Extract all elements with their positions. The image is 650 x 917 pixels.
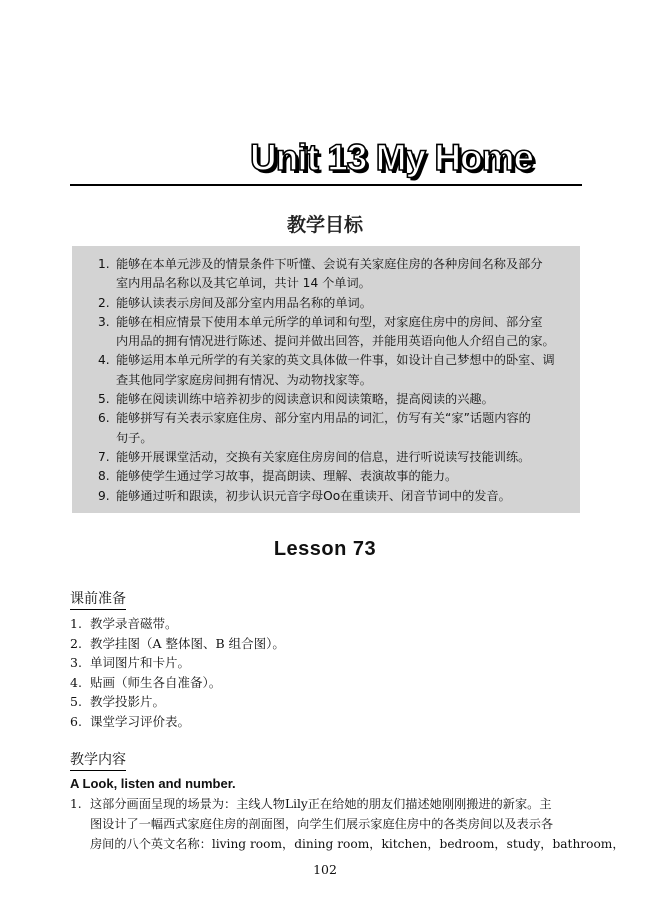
prep-text: 单词图片和卡片。 <box>90 655 191 670</box>
goal-line: 能够开展课堂活动，交换有关家庭住房房间的信息，进行听说读写技能训练。 <box>116 449 531 464</box>
goal-number: 1. <box>98 257 110 271</box>
prep-item <box>70 634 570 654</box>
prep-item <box>70 692 570 712</box>
title-rule <box>70 184 582 186</box>
goal-item <box>92 448 574 467</box>
goal-number: 9. <box>98 488 110 503</box>
content-heading: 教学内容 <box>70 752 126 771</box>
prep-number: 1. <box>70 616 82 631</box>
goal-number: 5. <box>98 392 110 407</box>
goal-line: 室内用品名称以及其它单词，共计 14 个单词。 <box>116 276 371 291</box>
goal-number: 3. <box>98 314 110 329</box>
prep-number: 5. <box>70 694 82 709</box>
prep-number: 2. <box>70 635 82 651</box>
unit-title: Unit 13 My Home <box>250 137 534 178</box>
prep-number: 3. <box>70 655 82 670</box>
goal-line: 能够认读表示房间及部分室内用品名称的单词。 <box>116 295 372 310</box>
goal-number: 6. <box>98 411 110 426</box>
goal-line: 查其他同学家庭房间拥有情况、为动物找家等。 <box>116 372 372 387</box>
prep-text: 课堂学习评价表。 <box>90 713 191 729</box>
goal-number: 7. <box>98 449 110 464</box>
section-a-heading: A Look, listen and number. <box>70 776 236 791</box>
goal-line: 能够使学生通过学习故事，提高朗读、理解、表演故事的能力。 <box>116 469 458 484</box>
prep-text: 教学挂图（A 整体图、B 组合图）。 <box>90 635 285 651</box>
goal-item <box>92 351 574 390</box>
paragraph-number: 1. <box>70 797 82 811</box>
goal-item <box>92 313 574 352</box>
paragraph-line: 图设计了一幅西式家庭住房的剖面图，向学生们展示家庭住房中的各类房间以及表示各 <box>90 817 554 831</box>
goal-item <box>92 467 574 486</box>
prep-item <box>70 712 570 732</box>
goal-line: 能够在相应情景下使用本单元所学的单词和句型，对家庭住房中的房间、部分室 <box>116 314 543 329</box>
goal-line: 能够在本单元涉及的情景条件下听懂、会说有关家庭住房的各种房间名称及部分 <box>116 257 543 271</box>
prep-list <box>70 614 570 731</box>
goal-number: 4. <box>98 353 110 368</box>
goal-line: 句子。 <box>116 430 153 445</box>
goal-number: 8. <box>98 469 110 484</box>
paragraph-line: 这部分画面呈现的场景为：主线人物Lily正在给她的朋友们描述她刚刚搬进的新家。主 <box>90 797 552 811</box>
goal-line: 能够拼写有关表示家庭住房、部分室内用品的词汇，仿写有关“家”话题内容的 <box>116 411 531 426</box>
goal-number: 2. <box>98 295 110 310</box>
goal-line: 能够在阅读训练中培养初步的阅读意识和阅读策略，提高阅读的兴趣。 <box>116 392 494 407</box>
prep-heading: 课前准备 <box>70 591 126 610</box>
prep-text: 教学录音磁带。 <box>90 616 178 631</box>
page-number: 102 <box>313 862 337 877</box>
goal-line: 能够运用本单元所学的有关家的英文具体做一件事，如设计自己梦想中的卧室、调 <box>116 353 555 368</box>
goal-item <box>92 409 574 448</box>
lesson-title: Lesson 73 <box>273 538 377 560</box>
prep-item <box>70 673 570 693</box>
goal-item <box>92 487 574 506</box>
prep-item <box>70 653 570 673</box>
prep-text: 教学投影片。 <box>90 694 166 709</box>
content-paragraph <box>70 794 625 854</box>
goal-line: 能够通过听和跟读，初步认识元音字母Oo在重读开、闭音节词中的发音。 <box>116 488 511 503</box>
goals-heading: 教学目标 <box>286 214 363 236</box>
goal-item <box>92 255 574 294</box>
prep-number: 4. <box>70 674 82 690</box>
paragraph-line: 房间的八个英文名称：living room，dining room，kitchen，bedroom，study，bathroom， <box>90 837 625 851</box>
prep-text: 贴画（师生各自准备）。 <box>90 674 222 690</box>
prep-item <box>70 614 570 634</box>
prep-number: 6. <box>70 713 82 729</box>
goal-item <box>92 390 574 409</box>
goals-box <box>72 246 580 513</box>
goal-line: 内用品的拥有情况进行陈述、提问并做出回答，并能用英语向他人介绍自己的家。 <box>116 334 555 349</box>
goal-item <box>92 294 574 313</box>
